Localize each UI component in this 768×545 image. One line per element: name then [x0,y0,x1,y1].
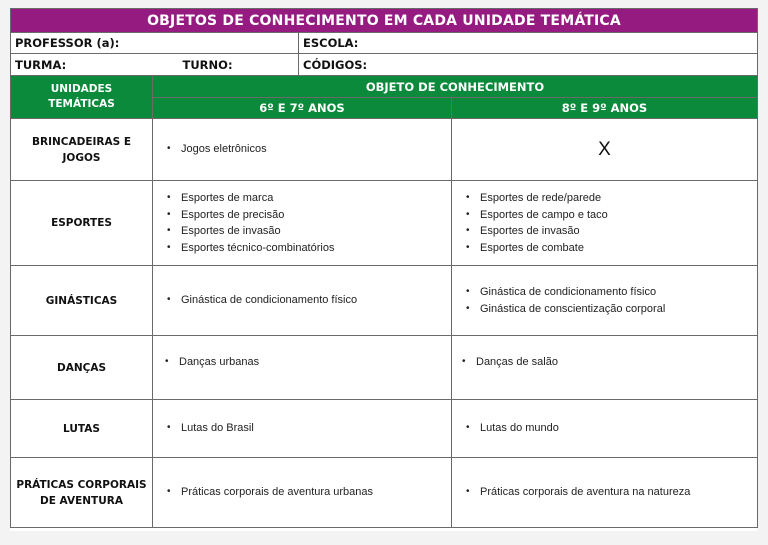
cell-6-7 [153,458,452,528]
row-label: LUTAS [11,400,153,458]
list-item: • Ginástica de conscientização corporal [466,301,757,318]
cell-6-7 [153,336,452,400]
list-item: • Danças de salão [462,354,757,371]
cell-6-7 [153,181,452,266]
turma-field[interactable]: TURMA: [11,54,153,76]
list-item: • Ginástica de condicionamento físico [167,292,451,309]
table-row [11,400,758,458]
objeto-header: OBJETO DE CONHECIMENTO [153,76,758,98]
row-label: PRÁTICAS CORPORAIS DE AVENTURA [11,458,153,528]
col-6-7-header: 6º E 7º ANOS [153,98,452,119]
row-label: DANÇAS [11,336,153,400]
cell-8-9 [452,400,758,458]
cell-8-9 [452,458,758,528]
cell-8-9 [452,336,758,400]
list-item: • Jogos eletrônicos [167,141,451,158]
turno-field[interactable]: TURNO: [153,54,299,76]
list-item: • Esportes de rede/parede [466,190,757,207]
list-item: • Práticas corporais de aventura na natureza [466,484,757,501]
row-label: ESPORTES [11,181,153,266]
professor-field[interactable]: PROFESSOR (a): [11,33,299,54]
list-item: • Esportes de combate [466,240,757,257]
list-item: • Ginástica de condicionamento físico [466,284,757,301]
codigos-field[interactable]: CÓDIGOS: [299,54,758,76]
table-title: OBJETOS DE CONHECIMENTO EM CADA UNIDADE TEMÁTICA [11,9,758,33]
unidades-header: UNIDADES TEMÁTICAS [11,76,153,119]
cell-6-7 [153,119,452,181]
list-item: • Esportes de invasão [167,223,451,240]
cell-6-7 [153,400,452,458]
cell-6-7 [153,266,452,336]
table-row [11,458,758,528]
list-item: • Danças urbanas [165,354,451,371]
knowledge-table [10,8,758,528]
table-row [11,119,758,181]
list-item: • Esportes de invasão [466,223,757,240]
table-row [11,266,758,336]
list-item: • Lutas do mundo [466,420,757,437]
list-item: • Esportes de marca [167,190,451,207]
cell-8-9 [452,266,758,336]
list-item: • Esportes de campo e taco [466,207,757,224]
list-item: • Esportes de precisão [167,207,451,224]
list-item: • Práticas corporais de aventura urbanas [167,484,451,501]
table-row [11,336,758,400]
row-label: GINÁSTICAS [11,266,153,336]
cell-8-9 [452,181,758,266]
list-item: • Esportes técnico-combinatórios [167,240,451,257]
col-8-9-header: 8º E 9º ANOS [452,98,758,119]
cell-8-9-x-mark: X [452,119,758,181]
knowledge-table-sheet [10,8,757,531]
row-label: BRINCADEIRAS E JOGOS [11,119,153,181]
list-item: • Lutas do Brasil [167,420,451,437]
table-row [11,181,758,266]
escola-field[interactable]: ESCOLA: [299,33,758,54]
